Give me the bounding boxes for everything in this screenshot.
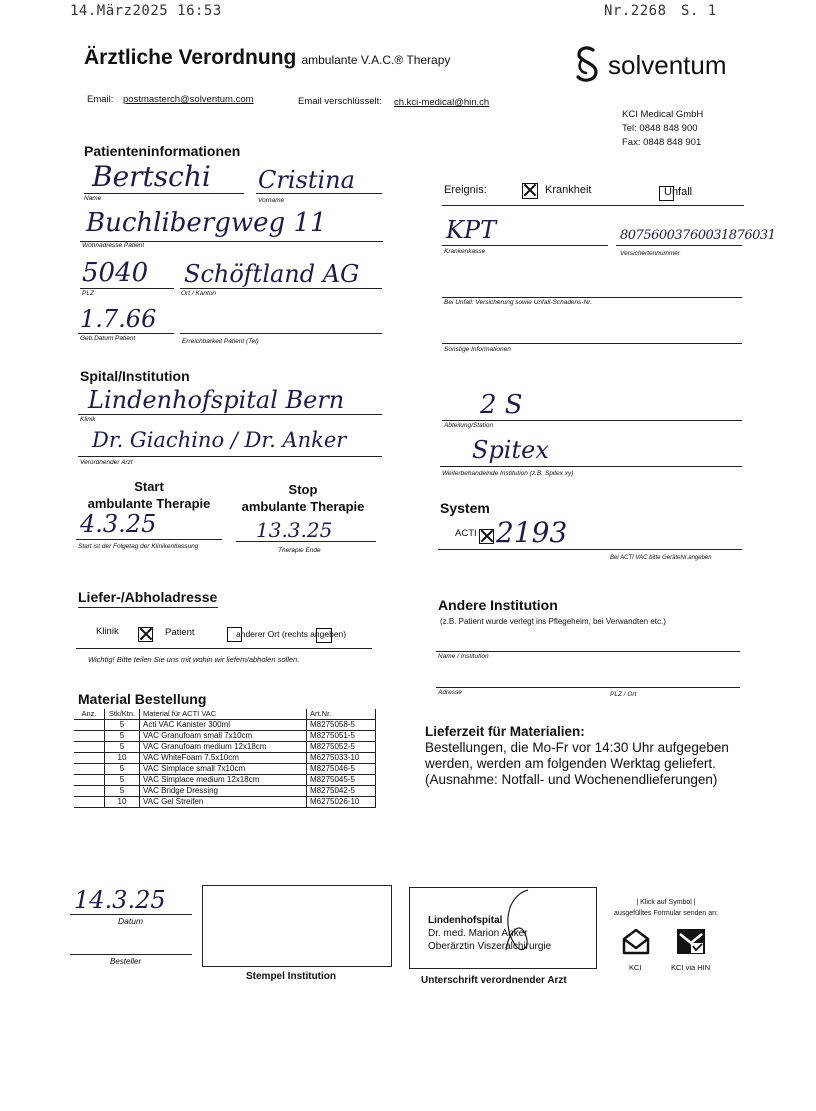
hospital-abteilung[interactable]: 2 S bbox=[480, 390, 523, 420]
fax-number: Nr.2268 bbox=[604, 3, 667, 19]
system-device[interactable]: 2193 bbox=[496, 516, 568, 549]
company-name: KCI Medical GmbH bbox=[622, 109, 704, 120]
section-system: System bbox=[440, 500, 490, 516]
label-kci: KCI bbox=[629, 963, 642, 972]
krankheit-label: Krankheit bbox=[545, 184, 592, 196]
label-name: Name bbox=[84, 195, 102, 202]
label-kasse: Krankenkasse bbox=[444, 248, 486, 255]
fax-timestamp: 14.März2025 16:53 bbox=[70, 3, 222, 19]
table-row[interactable]: 5 VAC Granufoam medium 12x18cm M8275052-5 bbox=[74, 742, 376, 753]
section-patient: Patienteninformationen bbox=[84, 143, 241, 159]
qty-cell[interactable] bbox=[74, 764, 105, 775]
label-unfall-insurance: Bei Unfall: Versicherung sowie Unfall-Schadens-Nr. bbox=[444, 299, 592, 306]
section-other-institution: Andere Institution bbox=[438, 597, 558, 613]
table-row[interactable]: 5 VAC Bridge Dressing M8275042-5 bbox=[74, 786, 376, 797]
fax-page: S. 1 bbox=[681, 3, 717, 19]
therapy-stop[interactable]: 13.3.25 bbox=[256, 518, 333, 542]
label-ort: Ort / Kanton bbox=[181, 290, 217, 297]
qty-cell[interactable] bbox=[74, 731, 105, 742]
email-link[interactable]: postmasterch@solventum.com bbox=[123, 94, 254, 105]
email-label: Email: bbox=[87, 94, 114, 105]
krankheit-checkbox[interactable] bbox=[522, 183, 538, 199]
label-plz: PLZ bbox=[82, 290, 94, 297]
section-hospital: Spital/Institution bbox=[80, 368, 190, 384]
footer-date[interactable]: 14.3.25 bbox=[74, 886, 166, 914]
section-material: Material Bestellung bbox=[78, 691, 207, 707]
stamp-box[interactable] bbox=[202, 885, 392, 967]
title-main: Ärztliche Verordnung bbox=[84, 46, 297, 69]
table-row[interactable]: 5 VAC Simplace medium 12x18cm M8275045-5 bbox=[74, 775, 376, 786]
patient-ort[interactable]: Schöftland AG bbox=[184, 260, 360, 288]
brand-name: solventum bbox=[608, 49, 727, 80]
label-arzt: Verordnender Arzt bbox=[80, 459, 133, 466]
label-other-info: Sonstige Informationen bbox=[444, 346, 511, 353]
header-material: Material für ACTI VAC bbox=[140, 709, 307, 720]
event-label: Ereignis: bbox=[444, 184, 487, 196]
label-weiter: Weiterbehandelnde Institution (z.B. Spitex xy) bbox=[442, 470, 574, 477]
qty-cell[interactable] bbox=[74, 797, 105, 808]
email-secure-icon bbox=[676, 928, 706, 955]
qty-cell[interactable] bbox=[74, 742, 105, 753]
label-signature: Unterschrift verordnender Arzt bbox=[421, 975, 567, 986]
label-other-address: Adresse bbox=[438, 689, 462, 696]
delivery-patient-label: Patient bbox=[165, 627, 195, 638]
table-row[interactable]: 5 Acti VAC Kanister 300ml M8275058-5 bbox=[74, 720, 376, 731]
material-table bbox=[74, 709, 376, 808]
label-number: Versichertennummer bbox=[620, 250, 681, 257]
label-abteilung: Abteilung/Station bbox=[444, 422, 494, 429]
acti-checkbox[interactable] bbox=[479, 529, 494, 544]
label-datum: Datum bbox=[118, 916, 144, 926]
send-hin-button[interactable] bbox=[676, 928, 706, 955]
label-stop: Therapie Ende bbox=[278, 547, 321, 554]
label-dob: Geb.Datum Patient bbox=[80, 335, 136, 342]
email-open-icon bbox=[621, 927, 651, 955]
patient-dob[interactable]: 1.7.66 bbox=[80, 305, 157, 333]
label-other-name: Name / Institution bbox=[438, 653, 489, 660]
table-row[interactable]: 5 VAC Simplace small 7x10cm M8275046-5 bbox=[74, 764, 376, 775]
label-start: Start ist der Folgetag der Klinikentlassung bbox=[78, 543, 199, 550]
patient-plz[interactable]: 5040 bbox=[82, 258, 149, 288]
patient-address[interactable]: Buchlibergweg 11 bbox=[86, 208, 327, 238]
table-row[interactable]: 5 VAC Granufoam small 7x10cm M8275051-5 bbox=[74, 731, 376, 742]
delivery-klinik-label: Klinik bbox=[96, 626, 119, 637]
send-kci-button[interactable] bbox=[621, 927, 651, 955]
header-stk: Stk/Ktn. bbox=[105, 709, 140, 720]
patient-name[interactable]: Bertschi bbox=[92, 160, 211, 193]
delivery-time-title: Lieferzeit für Materialien: bbox=[425, 724, 585, 739]
hospital-klinik[interactable]: Lindenhofspital Bern bbox=[88, 386, 345, 414]
therapy-start[interactable]: 4.3.25 bbox=[80, 510, 157, 538]
company-tel: Tel: 0848 848 900 bbox=[622, 123, 698, 134]
title-sub: ambulante V.A.C.® Therapy bbox=[301, 53, 451, 67]
signature-box[interactable] bbox=[409, 887, 597, 969]
label-address: Wohnadresse Patient bbox=[82, 242, 145, 249]
page-title bbox=[84, 46, 450, 70]
email-enc-label: Email verschlüsselt: bbox=[298, 96, 382, 107]
company-info bbox=[622, 108, 703, 150]
label-other-plz: PLZ / Ort bbox=[610, 691, 637, 698]
send-hint: | Klick auf Symbol | ausgefülltes Formular senden an: bbox=[614, 899, 718, 917]
table-row[interactable]: 10 VAC WhiteFoam 7.5x10cm M6275033-10 bbox=[74, 753, 376, 764]
insurance-kasse[interactable]: KPT bbox=[446, 216, 497, 244]
header-art: Art.Nr. bbox=[307, 709, 376, 720]
company-fax: Fax: 0848 848 901 bbox=[622, 137, 702, 148]
email-enc-link[interactable]: ch.kci-medical@hin.ch bbox=[394, 97, 490, 108]
qty-cell[interactable] bbox=[74, 786, 105, 797]
brand-logo bbox=[572, 44, 727, 86]
hospital-weiter[interactable]: Spitex bbox=[472, 436, 549, 464]
label-hin: KCI via HIN bbox=[671, 963, 711, 972]
material-header-row bbox=[74, 709, 376, 720]
delivery-klinik-checkbox[interactable] bbox=[138, 627, 153, 642]
label-phone: Erreichbarkeit Patient (Tel) bbox=[182, 338, 259, 345]
other-institution-hint: (z.B. Patient wurde verlegt ins Pflegeheim, bei Verwandten etc.) bbox=[440, 617, 666, 626]
table-row[interactable]: 10 VAC Gel Streifen M6275026-10 bbox=[74, 797, 376, 808]
stop-title: Stop ambulante Therapie bbox=[241, 482, 365, 514]
unfall-label: Unfall bbox=[664, 186, 693, 198]
label-klinik: Klinik bbox=[80, 416, 96, 423]
label-system-note: Bei ACTI VAC bitte GeräteNr.angeben bbox=[610, 555, 712, 561]
header-anz: Anz. bbox=[74, 709, 105, 720]
start-title: Start ambulante Therapie bbox=[87, 479, 211, 511]
signature-stamp: Lindenhofspital Dr. med. Marion Anker Oberärztin Viszeralchirurgie bbox=[428, 915, 552, 952]
label-besteller: Besteller bbox=[110, 957, 142, 966]
label-stempel: Stempel Institution bbox=[246, 971, 336, 982]
qty-cell[interactable] bbox=[74, 720, 105, 731]
hospital-arzt[interactable]: Dr. Giachino / Dr. Anker bbox=[92, 428, 347, 452]
delivery-other-label: anderer Ort (rechts angeben) bbox=[236, 629, 347, 639]
insurance-number[interactable]: 80756003760031876031 bbox=[620, 228, 776, 243]
delivery-time: Lieferzeit für Materialien: Bestellungen, die Mo-Fr vor 14:30 Uhr aufgegeben werden, werden am folgenden Werktag geliefert. (Ausnahme: Notfall- und Wochenendlieferungen) bbox=[425, 724, 729, 787]
label-vorname: Vorname bbox=[258, 197, 285, 204]
solventum-logo-icon bbox=[572, 44, 604, 86]
acti-label: ACTI bbox=[455, 528, 477, 539]
section-delivery: Liefer-/Abholadresse bbox=[78, 589, 218, 605]
qty-cell[interactable] bbox=[74, 753, 105, 764]
qty-cell[interactable] bbox=[74, 775, 105, 786]
delivery-note: Wichtig! Bitte teilen Sie uns mit wohin wir liefern/abholen sollen. bbox=[88, 655, 300, 664]
patient-vorname[interactable]: Cristina bbox=[258, 166, 355, 194]
